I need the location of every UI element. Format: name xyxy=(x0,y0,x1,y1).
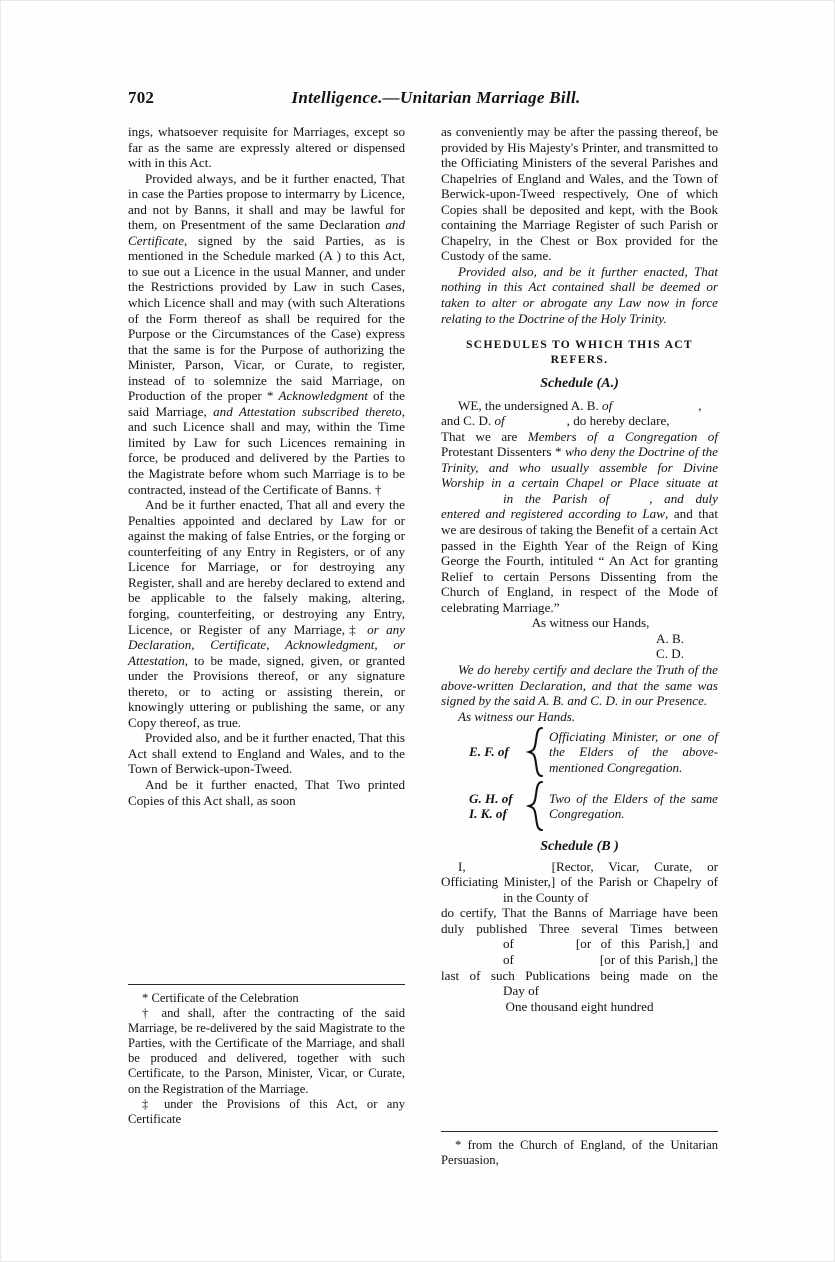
paragraph-extend-england: Provided also, and be it further enacted, That this Act shall extend to England and Wales, and to the Town of Berwick-upon-Tweed. xyxy=(128,730,405,777)
schedule-b-year-line: One thousand eight hundred xyxy=(505,998,654,1014)
schedule-a-declare: , do hereby declare, xyxy=(566,413,670,429)
schedule-a-and-cd: and C. D. xyxy=(441,413,495,429)
schedules-heading xyxy=(441,337,718,367)
brace-group-ef xyxy=(441,726,718,778)
italic-in-the-parish-of: in the Parish of xyxy=(503,490,610,506)
schedule-a-certification xyxy=(441,662,718,709)
right-column xyxy=(441,124,718,1014)
italic-proviso-text: Provided also, and be it further enacted, That nothing in this Act contained shall be deemed or taken to alter or abrogate any Law now in force relating to the Doctrine of the Holy Trinity. xyxy=(441,263,718,326)
italic-members-congregation: Members of a Congregation xyxy=(527,428,698,444)
paragraph-holy-trinity-proviso xyxy=(441,264,718,326)
running-title: Intelligence.—Unitarian Marriage Bill. xyxy=(291,88,581,107)
footnote-double-dagger: ‡ under the Provisions of this Act, or any Certificate xyxy=(128,1096,405,1126)
schedule-b-label: Schedule (B ) xyxy=(540,839,619,855)
footnote-rule xyxy=(441,1131,718,1132)
italic-certify-declare: We do hereby certify and declare the Truth of the above-written Declaration, and that the same was signed by the said A. B. and C. D. in our Presence. xyxy=(441,661,718,709)
schedule-a-opening xyxy=(441,398,718,429)
signature-cd: C. D. xyxy=(655,646,684,662)
brace-description-ef: Officiating Minister, or one of the Elders of the above-mentioned Congregation. xyxy=(549,729,718,775)
italic-and-certificate: and Certificate xyxy=(128,217,405,248)
brace-name: E. F. of xyxy=(469,744,509,760)
schedule-a-label: Schedule (A.) xyxy=(540,376,619,392)
schedule-b-certify: do certify, That the Banns of Marriage have been duly published Three several Times between xyxy=(441,905,718,936)
schedule-b-of-1: of xyxy=(503,936,514,952)
left-brace-icon xyxy=(523,726,549,778)
paragraph-printed-copies-cont: as conveniently may be after the passing thereof, be provided by His Majesty's Printer, and transmitted to the Officiating Ministers of the several Parishes and Chapelries of England and Wales, and the Town of Berwick-upon-Tweed respectively, One of which Copies shall be deposited and kept, with the Book containing the Marriage Register of such Parish or Chapelry, in the Chest or Box provided for the Custody of the same. xyxy=(441,124,718,264)
schedules-heading-line1: SCHEDULES TO WHICH THIS ACT xyxy=(466,338,693,352)
running-head xyxy=(128,88,716,114)
left-column xyxy=(128,124,405,808)
schedule-b-day-of: Day of xyxy=(503,983,539,999)
schedule-a-that-we-are: That we are xyxy=(441,428,528,444)
italic-as-witness-our-hands: As witness our Hands. xyxy=(458,708,576,724)
schedule-b-body xyxy=(441,859,718,999)
schedule-b-or-of-this-parish-1: [or of this Parish,] and xyxy=(575,936,718,952)
signature-ab: A. B. xyxy=(655,630,684,646)
brace-description-gh-ik: Two of the Elders of the same Congregation. xyxy=(549,790,718,822)
italic-duly-entered: , and duly entered and registered according to Law xyxy=(441,490,718,522)
page-folio-number: 702 xyxy=(128,88,155,107)
footnotes-right-column xyxy=(441,1131,718,1168)
italic-of-1: of xyxy=(602,397,613,413)
brace-name: G. H. of xyxy=(469,790,513,806)
schedule-a-we-undersigned: WE, the undersigned A. B. xyxy=(458,397,603,413)
italic-of-3: of xyxy=(707,428,718,444)
schedule-a-benefit-act: , and that we are desirous of taking the Benefit of a certain Act passed in the Eighth Year of the Reign of King George the Fourth, intituled “ An Act for granting Relief to certain Persons Dissenting from the Church of England, in respect of the Mode of celebrating Marriage.” xyxy=(441,506,718,615)
schedule-a-dissenters: Protestant Dissenters * xyxy=(441,444,566,460)
paragraph-continuation: ings, whatsoever requisite for Marriages, except so far as the same are expressly altered or dispensed with in this Act. xyxy=(128,124,405,171)
paragraph-penalties xyxy=(128,497,405,730)
schedule-a-witness-line-2 xyxy=(441,709,718,725)
schedule-b-rector-vicar: [Rector, Vicar, Curate, or Officiating Minister,] of the Parish or Chapelry of xyxy=(441,858,718,890)
brace-names-ef xyxy=(441,744,523,759)
paragraph-printed-copies: And be it further enacted, That Two printed Copies of this Act shall, as soon xyxy=(128,776,405,808)
brace-group-gh-ik xyxy=(441,780,718,832)
footnote-asterisk: * Certificate of the Celebration xyxy=(142,991,299,1005)
paragraph-text-cont3: and such Licence shall and may, within the Time limited by Law for such Licences remaining in force, be produced and delivered by the Parties to the Magistrate before whom such Marriage is to be contracted, instead of the Certificate of Banns. † xyxy=(128,419,405,497)
footnotes-left-column xyxy=(128,984,405,1127)
left-brace-icon xyxy=(523,780,549,832)
schedule-a-witness-line: As witness our Hands, xyxy=(531,615,650,631)
paragraph-text: And be it further enacted, That all and every the Penalties appointed and declared by Law for or against the making of false Entries, or the forging or counterfeiting of any Entry in Registers, or of any Licence for Marriage, or for destroying any Register, shall and are hereby declared to extend and be applicable to the falsely making, altering, forging, counterfeiting, or destroying any Entry, Licence, or Register of any Marriage,‡ xyxy=(128,497,405,637)
body-columns xyxy=(128,124,718,1014)
schedule-b-county: in the County of xyxy=(503,889,589,905)
schedule-a-declaration-body xyxy=(441,429,718,616)
schedule-b-of-2: of xyxy=(503,951,514,967)
italic-of-2: of xyxy=(494,413,505,429)
paragraph-text-cont: , to be made, signed, given, or granted under the Provisions thereof, or any signature thereto, or to acting or assisting therein, or knowingly uttering or publishing the same, or any Copy thereof, as true. xyxy=(128,652,405,730)
schedule-b-i: I, xyxy=(458,858,466,874)
schedules-heading-line2: REFERS. xyxy=(550,353,609,367)
paragraph-text-cont2: of the said Marriage, xyxy=(128,388,405,419)
brace-name: I. K. of xyxy=(469,806,507,822)
schedule-b-last-publication: [or of this Parish,] the last of such Publications being made on the xyxy=(441,951,718,983)
italic-acknowledgment: Acknowledgment xyxy=(278,388,368,404)
paragraph-text-cont: , signed by the said Parties, as is mentioned in the Schedule marked (A ) to this Act, to sue out a Licence in the usual Manner, and under the Restrictions provided by Law in such Cases, which Licence shall and may (with such Alterations of the Form thereof as shall be required for the Purpose or the Circumstances of the Case) express that the same is for the Purpose of authorizing the Minister, Parson, Vicar, or Curate, to register, instead of to solemnize the said Marriage, on Production of the proper * xyxy=(128,232,405,404)
italic-attestation: and Attestation subscribed thereto, xyxy=(213,403,405,419)
italic-declaration-certificate: or any Declaration, Certificate, Acknowledgment, or Attestation xyxy=(128,621,405,668)
schedule-a-comma-1: , xyxy=(698,397,702,413)
footnote-asterisk: * from the Church of England, of the Unitarian Persuasion, xyxy=(441,1138,718,1168)
brace-names-gh-ik xyxy=(441,791,523,822)
italic-deny-doctrine: who deny the Doctrine of the Trinity, and who usually assemble for Divine Worship in a certain Chapel or Place situate at xyxy=(441,444,718,491)
paragraph-provided-always xyxy=(128,171,405,497)
paragraph-text: Provided always, and be it further enacted, That in case the Parties propose to intermarry by Licence, and not by Banns, it shall and may be lawful for them, on Presentment of the same Declaration xyxy=(128,170,405,233)
footnote-rule xyxy=(128,984,405,985)
footnote-dagger: † and shall, after the contracting of the said Marriage, be re-delivered by the said Magistrate to the Parties, with the Certificate of the Marriage, and shall be produced and delivered, together with such Certificate, to the Parson, Minister, Vicar, or Curate, on the Registration of the Marriage. xyxy=(128,1006,405,1096)
